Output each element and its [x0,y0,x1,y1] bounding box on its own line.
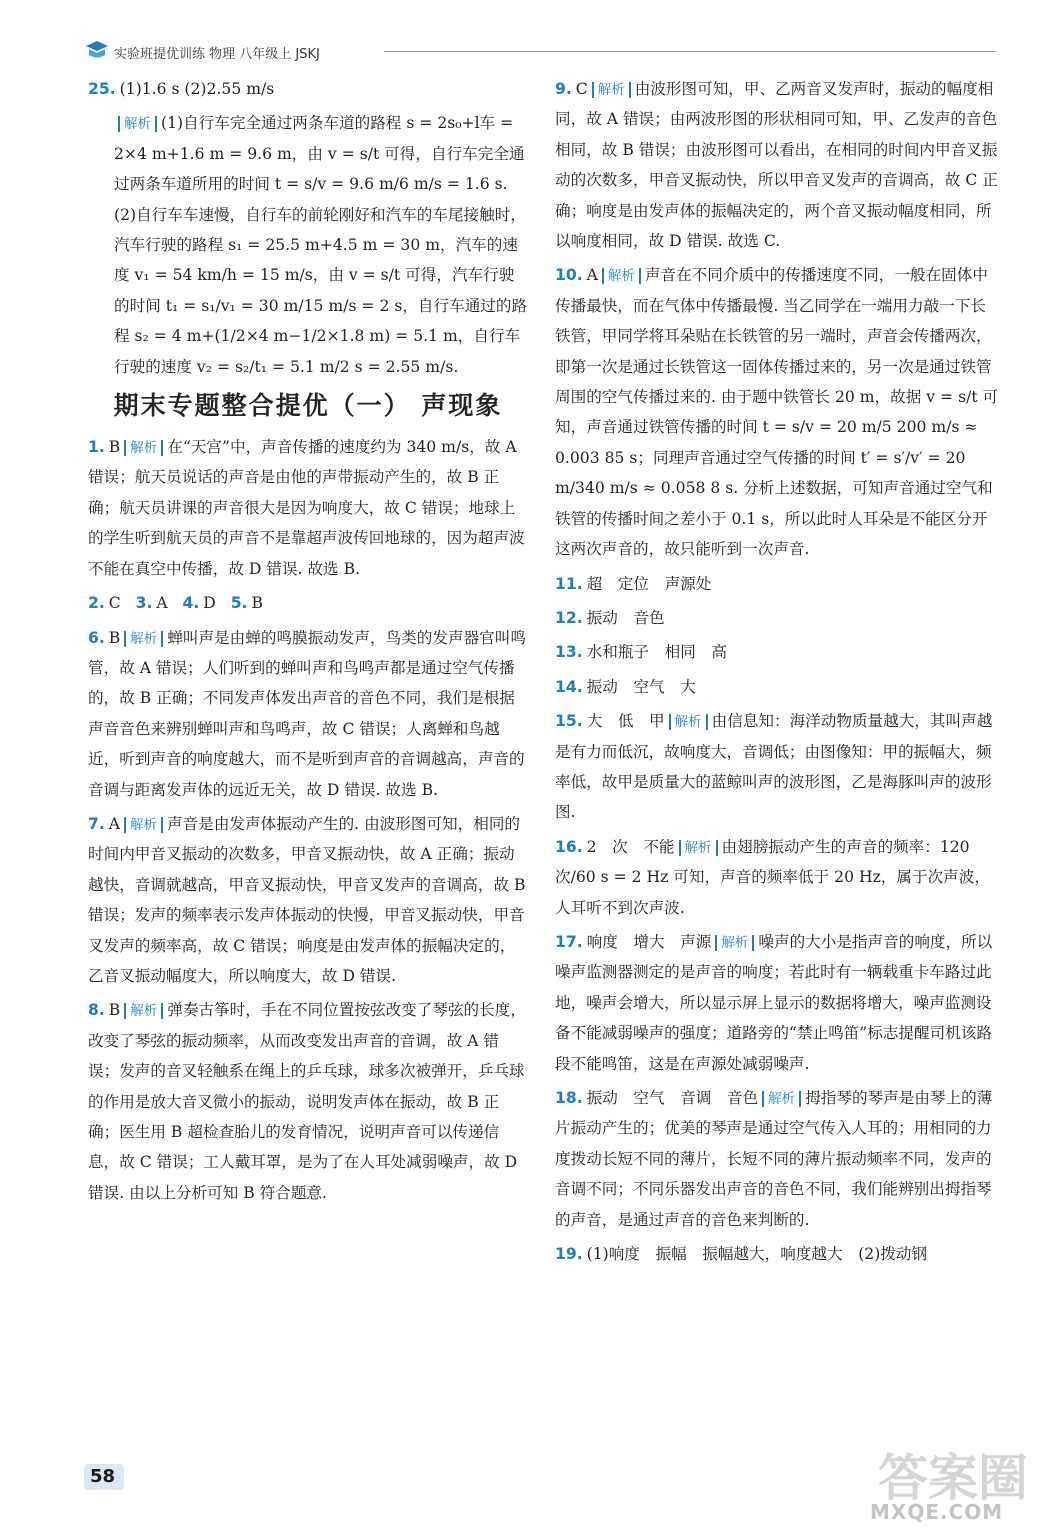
q5-answer: B [251,594,263,613]
q9-answer: C [575,80,588,98]
q19 [555,1239,1000,1269]
q19-answer: (1)响度 振幅 振幅越大，响度越大 (2)拨动钢 [586,1245,928,1264]
q15-answer: 大 低 甲 [586,712,665,731]
q8-answer: B [108,1001,121,1020]
q25-analysis-2 [88,200,528,382]
analysis-tag: 解析 [679,840,718,856]
q25-text-2: (2)自行车车速慢，自行车的前轮刚好和汽车的车尾接触时，汽车行驶的路程 s₁ = 25.5 m+4.5 m = 30 m，汽车的速度 v₁ = 54 km/h = 15 m/s，由 v = s/t 可得，汽车行驶的时间 t₁ = s₁/v₁ = 30 m/15 m/s = 2 s，自行车通过的路程 s₂ = 4 m+(1/2×4 m−1/2×1.8 m) = 5.1 m，自行车行驶的速度 v₂ = s₂/t₁ = 5.1 m/2 s = 2.55 m/s. [114,205,528,376]
q3-number: 3. [135,594,153,613]
q16 [555,832,1000,923]
q9-number: 9. [555,80,572,98]
analysis-tag: 解析 [124,440,163,456]
q6-text: 蝉叫声是由蝉的鸣膜振动发声，鸟类的发声器官叫鸣管，故 A 错误；人们听到的蝉叫声和鸟鸣声都是通过空气传播的，故 B 正确；不同发声体发出声音的音色不同，我们是根据声音音色来辨别蝉叫声和鸟鸣声，故 C 错误；人离蝉和鸟越近，听到声音的响度越大，而不是听到声音的音调越高，声音的音调与距离发声体的远近无关，故 D 错误. 故选 B. [88,628,526,799]
q14-answer: 振动 空气 大 [586,677,696,696]
q18-number: 18. [555,1089,583,1107]
q12-answer: 振动 音色 [586,608,665,627]
q11-answer: 超 定位 声源处 [586,574,712,593]
right-column [555,74,1000,1273]
q4-answer: D [203,594,216,613]
q1 [88,432,528,584]
q14-number: 14. [555,677,583,696]
q8-text: 弹奏古筝时，手在不同位置按弦改变了琴弦的长度，改变了琴弦的振动频率，从而改变发出声音的音调，故 A 错误；发声的音叉轻触系在绳上的乒乓球，球多次被弹开，乒乓球的作用是放大音叉微小的振动，说明发声体在振动，故 B 正确；医生用 B 超检查胎儿的发育情况，说明声音可以传递信息，故 C 错误；工人戴耳罩，是为了在人耳处减弱噪声，故 D 错误. 由以上分析可知 B 符合题意. [88,1001,526,1202]
q14 [555,672,1000,702]
q15-number: 15. [555,712,583,731]
q8 [88,995,528,1208]
left-column [88,74,528,1212]
q10-answer: A [586,266,598,285]
q12-number: 12. [555,608,583,627]
q15 [555,706,1000,828]
analysis-tag: 解析 [602,268,641,284]
q13-answer: 水和瓶子 相同 高 [586,643,727,662]
q17 [555,927,1000,1079]
q1-answer: B [108,438,121,457]
q10-number: 10. [555,266,583,285]
watermark [870,1438,1040,1528]
q13-number: 13. [555,643,583,662]
q5-number: 5. [230,594,248,613]
q12 [555,603,1000,633]
q10-text: 声音在不同介质中的传播速度不同，一般在固体中传播最快，而在气体中传播最慢. 当乙同学在一端用力敲一下长铁管，甲同学将耳朵贴在长铁管的另一端时，声音会传播两次，即第一次是通过长铁管这一固体传播过来的，另一次是通过铁管周围的空气传播过来的. 由于题中铁管长 20 m，故据 v = s/t 可知，声音通过铁管传播的时间 t = s/v = 20 m/5 200 m/s ≈ 0.003 85 s；同理声音通过空气传播的时间 t′ = s′/v′ = 20 m/340 m/s ≈ 0.058 8 s. 分析上述数据，可知声音通过空气和铁管的传播时间之差小于 0.1 s，所以此时人耳朵是不能区分开这两次声音的，故只能听到一次声音. [555,266,999,559]
q13 [555,637,1000,667]
q6 [88,623,528,805]
q25-analysis-1 [88,108,528,199]
page-header [84,40,996,64]
q18-text: 拇指琴的琴声是由琴上的薄片振动产生的；优美的琴声是通过空气传入人耳的；用相同的力度拨动长短不同的薄片，长短不同的薄片振动频率不同，发声的音调不同；不同乐器发出声音的音色不同，我们能辨别出拇指琴的声音，是通过声音的音色来判断的. [555,1089,993,1229]
q25-text-1: (1)自行车完全通过两条车道的路程 s = 2s₀+l车 = 2×4 m+1.6 m = 9.6 m，由 v = s/t 可得，自行车完全通过两条车道所用的时间 t = s/v = 9.6 m/6 m/s = 1.6 s. [114,114,525,194]
q9-text: 由波形图可知，甲、乙两音叉发声时，振动的幅度相同，故 A 错误；由两波形图的形状相同可知，甲、乙发声的音色相同，故 B 错误；由波形图可以看出，在相同的时间内甲音叉振动的次数多，甲音叉振动快，所以甲音叉发声的音调高，故 C 正确；响度是由发声体的振幅决定的，两个音叉振动幅度相同，所以响度相同，故 D 错误. 故选 C. [555,80,998,251]
analysis-tag: 解析 [118,116,157,132]
q6-answer: B [108,628,121,647]
q11-number: 11. [555,574,583,593]
q2-5 [88,588,528,618]
q9 [555,74,1000,256]
q19-number: 19. [555,1245,583,1264]
q8-number: 8. [88,1001,105,1020]
analysis-tag: 解析 [715,935,754,951]
book-logo-icon [84,40,110,62]
q4-number: 4. [182,594,200,613]
section-title: 期末专题整合提优（一） 声现象 [113,391,503,421]
analysis-tag: 解析 [124,1003,163,1019]
analysis-tag: 解析 [124,631,163,647]
q25-answer [88,74,528,104]
header-title: 实验班提优训练 物理 八年级上 JSKJ [114,47,320,62]
q7-answer: A [108,814,121,833]
q11 [555,569,1000,599]
watermark-logo: 答案圈 [878,1449,1028,1507]
q18 [555,1083,1000,1235]
q16-answer: 2 次 不能 [586,837,675,856]
q10 [555,260,1000,564]
q7-number: 7. [88,814,105,833]
q25-answer-text: (1)1.6 s (2)2.55 m/s [119,80,275,98]
header-rule [384,51,996,52]
analysis-tag: 解析 [592,82,631,98]
watermark-url: MXQE.COM [870,1500,1004,1524]
q6-number: 6. [88,628,105,647]
analysis-tag: 解析 [762,1091,801,1107]
q17-text: 噪声的大小是指声音的响度，所以噪声监测器测定的是声音的响度；若此时有一辆载重卡车路过此地，噪声会增大，所以显示屏上显示的数据将增大，噪声监测设备不能减弱噪声的强度；道路旁的“禁止鸣笛”标志提醒司机该路段不能鸣笛，这是在声源处减弱噪声. [555,932,993,1073]
analysis-tag: 解析 [124,817,163,833]
page-number: 58 [90,1466,116,1487]
q18-answer: 振动 空气 音调 音色 [586,1089,759,1107]
q7-text: 声音是由发声体振动产生的. 由波形图可知，相同的时间内甲音叉振动的次数多，甲音叉振动快，故 A 正确；振动越快，音调就越高，甲音叉振动快，甲音叉发声的音调高，故 B 错误；发声的频率表示发声体振动的快慢，甲音叉振动快，甲音叉发声的频率高，故 C 错误；响度是由发声体的振幅决定的，乙音叉振动幅度大，所以响度大，故 D 错误. [88,814,526,985]
q15-text: 由信息知：海洋动物质量越大，其叫声越是有力而低沉，故响度大，音调低；由图像知：甲的振幅大，频率低，故甲是质量大的蓝鲸叫声的波形图，乙是海豚叫声的波形图. [555,712,993,822]
q1-number: 1. [88,438,105,457]
q16-number: 16. [555,837,583,856]
q2-number: 2. [88,594,105,613]
q3-answer: A [156,594,168,613]
q1-text: 在“天宫”中，声音传播的速度约为 340 m/s，故 A 错误；航天员说话的声音是由他的声带振动产生的，故 B 正确；航天员讲课的声音很大是因为响度大，故 C 错误；地球上的学生听到航天员的声音不是靠超声波传回地球的，因为超声波不能在真空中传播，故 D 错误. 故选 B. [88,438,525,578]
q17-number: 17. [555,932,583,951]
q16-text: 由翅膀振动产生的声音的频率：120 次/60 s = 2 Hz 可知，声音的频率低于 20 Hz，属于次声波，人耳听不到次声波. [555,837,990,917]
q17-answer: 响度 增大 声源 [586,932,712,951]
q25-number: 25. [88,80,116,98]
analysis-tag: 解析 [669,714,708,730]
q7 [88,809,528,991]
page-number-badge [84,1458,124,1492]
q2-answer: C [108,594,121,613]
